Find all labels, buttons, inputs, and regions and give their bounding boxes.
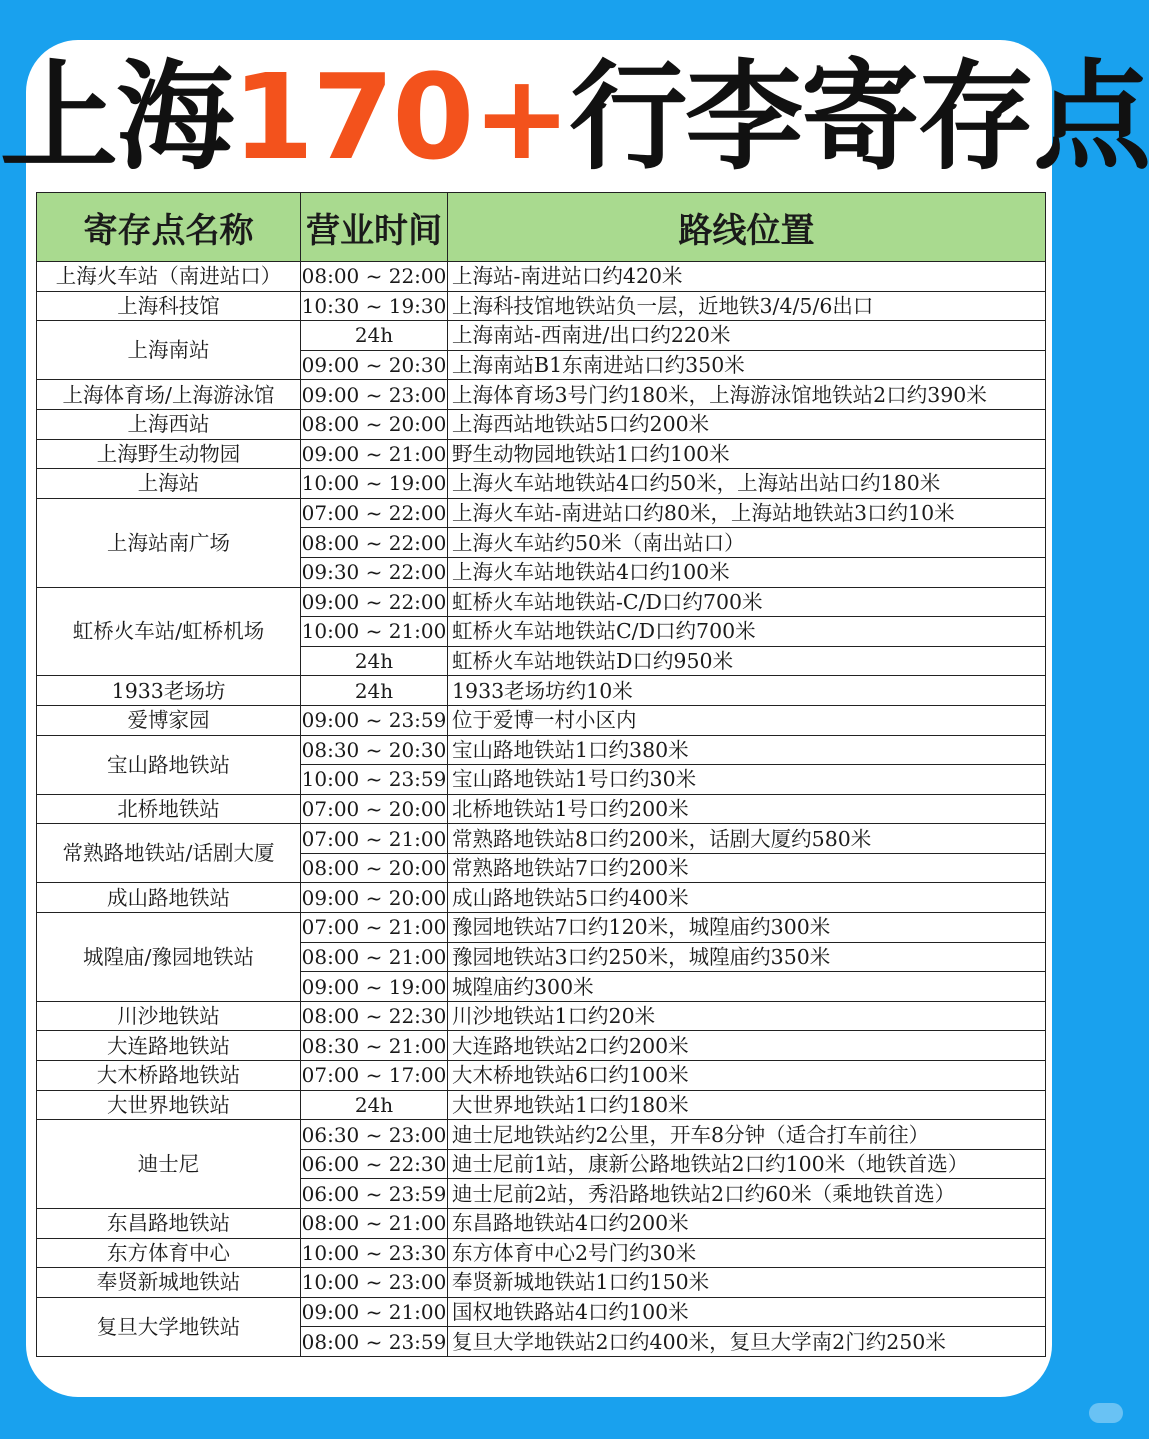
table-row xyxy=(37,1268,1046,1298)
hours-cell: 08:00 ~ 21:00 xyxy=(301,1209,448,1239)
table-row xyxy=(37,498,1046,528)
title-prefix: 上海 xyxy=(0,48,233,186)
table-row xyxy=(37,676,1046,706)
location-cell: 上海体育场3号门约180米，上海游泳馆地铁站2口约390米 xyxy=(448,380,1046,410)
storage-name-cell: 复旦大学地铁站 xyxy=(37,1297,301,1356)
hours-cell: 07:00 ~ 17:00 xyxy=(301,1061,448,1091)
hours-cell: 08:30 ~ 20:30 xyxy=(301,735,448,765)
location-cell: 迪士尼前1站，康新公路地铁站2口约100米（地铁首选） xyxy=(448,1149,1046,1179)
storage-name-cell: 东方体育中心 xyxy=(37,1238,301,1268)
storage-name-cell: 上海火车站（南进站口） xyxy=(37,262,301,292)
location-cell: 川沙地铁站1口约20米 xyxy=(448,1001,1046,1031)
table-row xyxy=(37,1031,1046,1061)
table-row xyxy=(37,1297,1046,1327)
location-cell: 东昌路地铁站4口约200米 xyxy=(448,1209,1046,1239)
page-title xyxy=(0,48,1149,186)
storage-name-cell: 城隍庙/豫园地铁站 xyxy=(37,913,301,1002)
table-row xyxy=(37,587,1046,617)
location-cell: 上海火车站地铁站4口约100米 xyxy=(448,557,1046,587)
storage-name-cell: 大木桥路地铁站 xyxy=(37,1061,301,1091)
hours-cell: 10:30 ~ 19:30 xyxy=(301,291,448,321)
table-row xyxy=(37,1209,1046,1239)
hours-cell: 10:00 ~ 19:00 xyxy=(301,469,448,499)
hours-cell: 24h xyxy=(301,1090,448,1120)
table-row xyxy=(37,1238,1046,1268)
table-row xyxy=(37,321,1046,351)
storage-name-cell: 成山路地铁站 xyxy=(37,883,301,913)
storage-name-cell: 上海西站 xyxy=(37,409,301,439)
storage-name-cell: 常熟路地铁站/话剧大厦 xyxy=(37,824,301,883)
watermark-badge xyxy=(1089,1403,1123,1423)
hours-cell: 08:00 ~ 23:59 xyxy=(301,1327,448,1357)
table-row xyxy=(37,735,1046,765)
storage-name-cell: 大世界地铁站 xyxy=(37,1090,301,1120)
location-cell: 城隍庙约300米 xyxy=(448,972,1046,1002)
storage-name-cell: 奉贤新城地铁站 xyxy=(37,1268,301,1298)
location-cell: 豫园地铁站3口约250米，城隍庙约350米 xyxy=(448,942,1046,972)
storage-table xyxy=(36,192,1046,1357)
table-row xyxy=(37,705,1046,735)
location-cell: 1933老场坊约10米 xyxy=(448,676,1046,706)
location-cell: 野生动物园地铁站1口约100米 xyxy=(448,439,1046,469)
location-cell: 宝山路地铁站1号口约30米 xyxy=(448,765,1046,795)
storage-name-cell: 迪士尼 xyxy=(37,1120,301,1209)
location-cell: 迪士尼地铁站约2公里，开车8分钟（适合打车前往） xyxy=(448,1120,1046,1150)
hours-cell: 09:00 ~ 21:00 xyxy=(301,1297,448,1327)
hours-cell: 08:30 ~ 21:00 xyxy=(301,1031,448,1061)
hours-cell: 10:00 ~ 23:30 xyxy=(301,1238,448,1268)
table-row xyxy=(37,469,1046,499)
hours-cell: 07:00 ~ 21:00 xyxy=(301,913,448,943)
location-cell: 迪士尼前2站，秀沿路地铁站2口约60米（乘地铁首选） xyxy=(448,1179,1046,1209)
storage-name-cell: 上海站南广场 xyxy=(37,498,301,587)
hours-cell: 07:00 ~ 22:00 xyxy=(301,498,448,528)
location-cell: 上海火车站地铁站4口约50米，上海站出站口约180米 xyxy=(448,469,1046,499)
storage-name-cell: 上海站 xyxy=(37,469,301,499)
location-cell: 大连路地铁站2口约200米 xyxy=(448,1031,1046,1061)
hours-cell: 10:00 ~ 23:59 xyxy=(301,765,448,795)
hours-cell: 08:00 ~ 22:00 xyxy=(301,262,448,292)
table-row xyxy=(37,291,1046,321)
header-time: 营业时间 xyxy=(301,193,448,262)
location-cell: 大木桥地铁站6口约100米 xyxy=(448,1061,1046,1091)
location-cell: 位于爱博一村小区内 xyxy=(448,705,1046,735)
hours-cell: 09:00 ~ 21:00 xyxy=(301,439,448,469)
hours-cell: 09:30 ~ 22:00 xyxy=(301,557,448,587)
table-row xyxy=(37,1061,1046,1091)
hours-cell: 10:00 ~ 23:00 xyxy=(301,1268,448,1298)
title-number: 170+ xyxy=(232,48,570,186)
hours-cell: 07:00 ~ 21:00 xyxy=(301,824,448,854)
hours-cell: 06:00 ~ 22:30 xyxy=(301,1149,448,1179)
location-cell: 上海站-南进站口约420米 xyxy=(448,262,1046,292)
hours-cell: 06:00 ~ 23:59 xyxy=(301,1179,448,1209)
hours-cell: 08:00 ~ 21:00 xyxy=(301,942,448,972)
hours-cell: 06:30 ~ 23:00 xyxy=(301,1120,448,1150)
title-suffix: 行李寄存点 xyxy=(569,48,1149,186)
table-row xyxy=(37,409,1046,439)
location-cell: 虹桥火车站地铁站-C/D口约700米 xyxy=(448,587,1046,617)
location-cell: 上海火车站-南进站口约80米，上海站地铁站3口约10米 xyxy=(448,498,1046,528)
location-cell: 上海西站地铁站5口约200米 xyxy=(448,409,1046,439)
location-cell: 成山路地铁站5口约400米 xyxy=(448,883,1046,913)
hours-cell: 09:00 ~ 23:00 xyxy=(301,380,448,410)
table-row xyxy=(37,883,1046,913)
storage-name-cell: 爱博家园 xyxy=(37,705,301,735)
location-cell: 虹桥火车站地铁站D口约950米 xyxy=(448,646,1046,676)
location-cell: 复旦大学地铁站2口约400米，复旦大学南2门约250米 xyxy=(448,1327,1046,1357)
hours-cell: 09:00 ~ 22:00 xyxy=(301,587,448,617)
storage-name-cell: 上海体育场/上海游泳馆 xyxy=(37,380,301,410)
location-cell: 豫园地铁站7口约120米，城隍庙约300米 xyxy=(448,913,1046,943)
hours-cell: 08:00 ~ 22:30 xyxy=(301,1001,448,1031)
location-cell: 奉贤新城地铁站1口约150米 xyxy=(448,1268,1046,1298)
table-header-row xyxy=(37,193,1046,262)
hours-cell: 10:00 ~ 21:00 xyxy=(301,617,448,647)
table-row xyxy=(37,1120,1046,1150)
storage-name-cell: 大连路地铁站 xyxy=(37,1031,301,1061)
location-cell: 大世界地铁站1口约180米 xyxy=(448,1090,1046,1120)
hours-cell: 08:00 ~ 22:00 xyxy=(301,528,448,558)
location-cell: 宝山路地铁站1口约380米 xyxy=(448,735,1046,765)
storage-name-cell: 宝山路地铁站 xyxy=(37,735,301,794)
storage-name-cell: 东昌路地铁站 xyxy=(37,1209,301,1239)
hours-cell: 24h xyxy=(301,676,448,706)
hours-cell: 09:00 ~ 23:59 xyxy=(301,705,448,735)
header-name: 寄存点名称 xyxy=(37,193,301,262)
table-row xyxy=(37,1090,1046,1120)
hours-cell: 24h xyxy=(301,646,448,676)
storage-name-cell: 川沙地铁站 xyxy=(37,1001,301,1031)
location-cell: 虹桥火车站地铁站C/D口约700米 xyxy=(448,617,1046,647)
location-cell: 常熟路地铁站7口约200米 xyxy=(448,853,1046,883)
table-body xyxy=(37,262,1046,1357)
hours-cell: 09:00 ~ 19:00 xyxy=(301,972,448,1002)
hours-cell: 24h xyxy=(301,321,448,351)
storage-name-cell: 上海南站 xyxy=(37,321,301,380)
location-cell: 国权地铁路站4口约100米 xyxy=(448,1297,1046,1327)
storage-name-cell: 1933老场坊 xyxy=(37,676,301,706)
storage-name-cell: 上海野生动物园 xyxy=(37,439,301,469)
table-row xyxy=(37,380,1046,410)
table-row xyxy=(37,1001,1046,1031)
location-cell: 上海南站-西南进/出口约220米 xyxy=(448,321,1046,351)
hours-cell: 09:00 ~ 20:00 xyxy=(301,883,448,913)
location-cell: 上海南站B1东南进站口约350米 xyxy=(448,350,1046,380)
table-row xyxy=(37,439,1046,469)
hours-cell: 09:00 ~ 20:30 xyxy=(301,350,448,380)
hours-cell: 07:00 ~ 20:00 xyxy=(301,794,448,824)
storage-name-cell: 上海科技馆 xyxy=(37,291,301,321)
location-cell: 常熟路地铁站8口约200米，话剧大厦约580米 xyxy=(448,824,1046,854)
header-location: 路线位置 xyxy=(448,193,1046,262)
table-row xyxy=(37,794,1046,824)
location-cell: 上海科技馆地铁站负一层，近地铁3/4/5/6出口 xyxy=(448,291,1046,321)
table-row xyxy=(37,824,1046,854)
location-cell: 北桥地铁站1号口约200米 xyxy=(448,794,1046,824)
hours-cell: 08:00 ~ 20:00 xyxy=(301,853,448,883)
location-cell: 上海火车站约50米（南出站口） xyxy=(448,528,1046,558)
hours-cell: 08:00 ~ 20:00 xyxy=(301,409,448,439)
location-cell: 东方体育中心2号门约30米 xyxy=(448,1238,1046,1268)
table-row xyxy=(37,913,1046,943)
storage-name-cell: 虹桥火车站/虹桥机场 xyxy=(37,587,301,676)
table-row xyxy=(37,262,1046,292)
storage-name-cell: 北桥地铁站 xyxy=(37,794,301,824)
